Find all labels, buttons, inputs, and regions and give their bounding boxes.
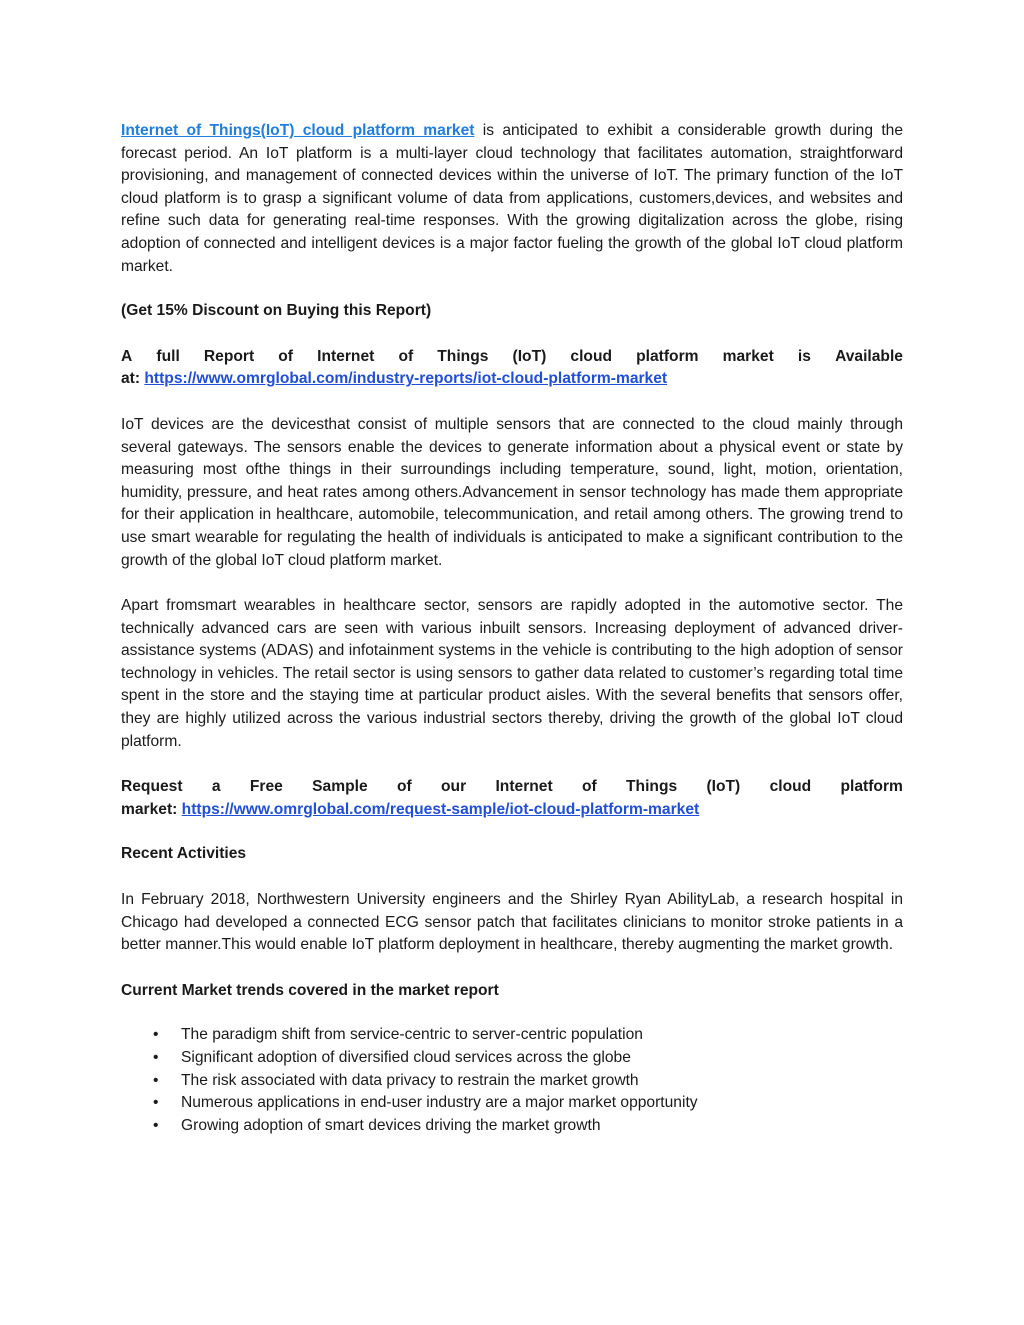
sample-word: of bbox=[396, 778, 412, 796]
bullet-icon: • bbox=[153, 1094, 159, 1112]
trend-list-item bbox=[121, 1115, 903, 1138]
sample-word: Sample bbox=[312, 778, 368, 796]
sample-link[interactable]: https://www.omrglobal.com/request-sample/iot-cloud-platform-market bbox=[181, 800, 700, 818]
trend-text: The risk associated with data privacy to restrain the market growth bbox=[181, 1071, 639, 1089]
trend-text: Growing adoption of smart devices driving the market growth bbox=[181, 1116, 601, 1134]
trends-list bbox=[121, 1024, 903, 1137]
sample-line bbox=[121, 776, 903, 799]
sample-word: of bbox=[581, 778, 597, 796]
sample-word: Free bbox=[249, 778, 283, 796]
bullet-icon: • bbox=[153, 1116, 159, 1134]
intro-text: is anticipated to exhibit a considerable growth during the forecast period. An IoT platform is a multi-layer cloud technology that facilitates automation, straightforward provisioning, and management of connected devices within the universe of IoT. The primary function of the IoT cloud platform is to grasp a significant volume of data from applications, customers,devices, and websites and refine such data for generating real-time responses. With the growing digitalization across the globe, rising adoption of connected and intelligent devices is a major factor fueling the growth of the global IoT cloud platform market. bbox=[121, 122, 904, 275]
full-report-word: full bbox=[156, 347, 180, 365]
full-report-word: platform bbox=[636, 347, 699, 365]
trend-text: The paradigm shift from service-centric to server-centric population bbox=[181, 1026, 643, 1044]
sample-word: a bbox=[211, 778, 221, 796]
full-report-word: of bbox=[398, 347, 414, 365]
bullet-icon: • bbox=[153, 1071, 159, 1089]
full-report-word: cloud bbox=[570, 347, 613, 365]
trend-text: Significant adoption of diversified cloud services across the globe bbox=[181, 1049, 631, 1066]
bullet-icon: • bbox=[153, 1026, 159, 1044]
full-report-word: market bbox=[722, 347, 774, 365]
sectors-paragraph: Apart fromsmart wearables in healthcare sector, sensors are rapidly adopted in the automotive sector. The technically advanced cars are seen with various inbuilt sensors. Increasing deployment of advanced driver-assistance systems (ADAS) and infotainment systems in the vehicle is contributing to the high adoption of sensor technology in vehicles. The retail sector is using sensors to gather data related to customer’s regarding total time spent in the store and the staying time at particular product aisles. With the several benefits that sensors offer, they are highly utilized across the various industrial sectors thereby, driving the growth of the global IoT cloud platform. bbox=[121, 597, 903, 750]
full-report-word: Internet bbox=[317, 347, 375, 365]
discount-heading: (Get 15% Discount on Buying this Report) bbox=[121, 302, 432, 320]
full-report-word: Report bbox=[203, 347, 255, 365]
sample-block bbox=[121, 776, 903, 821]
recent-activities-paragraph: In February 2018, Northwestern University engineers and the Shirley Ryan AbilityLab, a research hospital in Chicago had developed a connected ECG sensor patch that facilitates clinicians to monitor stroke patients in a better manner.This would enable IoT platform deployment in healthcare, thereby augmenting the market growth. bbox=[121, 891, 903, 954]
sample-word: (IoT) bbox=[706, 778, 741, 796]
sample-word: cloud bbox=[769, 778, 812, 796]
trend-text: Numerous applications in end-user industry are a major market opportunity bbox=[181, 1094, 698, 1112]
intro-paragraph bbox=[121, 120, 903, 278]
full-report-word: A bbox=[121, 347, 133, 365]
document-page bbox=[121, 120, 903, 1137]
trend-list-item bbox=[121, 1024, 903, 1047]
intro-link[interactable]: Internet of Things(IoT) cloud platform market bbox=[121, 122, 475, 139]
full-report-url-line bbox=[121, 368, 903, 391]
full-report-word: of bbox=[278, 347, 293, 365]
devices-paragraph: IoT devices are the devicesthat consist of multiple sensors that are connected to the cloud mainly through several gateways. The sensors enable the devices to generate information about a physical event or state by measuring most ofthe things in their surroundings including temperature, sound, light, motion, orientation, humidity, pressure, and heat rates among others.Advancement in sensor technology has made them appropriate for their application in healthcare, automobile, telecommunication, and retail among others. The growing trend to use smart wearable for regulating the health of individuals is anticipated to make a significant contribution to the growth of the global IoT cloud platform market. bbox=[121, 415, 903, 569]
sample-word: Request bbox=[121, 778, 183, 796]
sample-word: Internet bbox=[495, 778, 553, 796]
trends-heading: Current Market trends covered in the market report bbox=[121, 981, 499, 999]
sample-word: platform bbox=[840, 778, 903, 796]
sample-url-line bbox=[121, 799, 903, 822]
full-report-word: (IoT) bbox=[512, 347, 547, 365]
recent-activities-heading: Recent Activities bbox=[121, 845, 247, 863]
full-report-word: Things bbox=[437, 347, 489, 365]
trend-list-item bbox=[121, 1047, 903, 1070]
full-report-word: is bbox=[797, 347, 811, 365]
sample-word: Things bbox=[626, 778, 678, 796]
full-report-block bbox=[121, 346, 903, 391]
full-report-prefix: at: bbox=[121, 370, 145, 388]
bullet-icon: • bbox=[153, 1049, 159, 1066]
full-report-word: Available bbox=[835, 347, 903, 365]
full-report-link[interactable]: https://www.omrglobal.com/industry-reports/iot-cloud-platform-market bbox=[144, 370, 668, 388]
full-report-line bbox=[121, 346, 903, 369]
trend-list-item bbox=[121, 1070, 903, 1093]
trend-list-item bbox=[121, 1092, 903, 1115]
sample-word: our bbox=[441, 778, 467, 796]
sample-prefix: market: bbox=[121, 800, 182, 818]
